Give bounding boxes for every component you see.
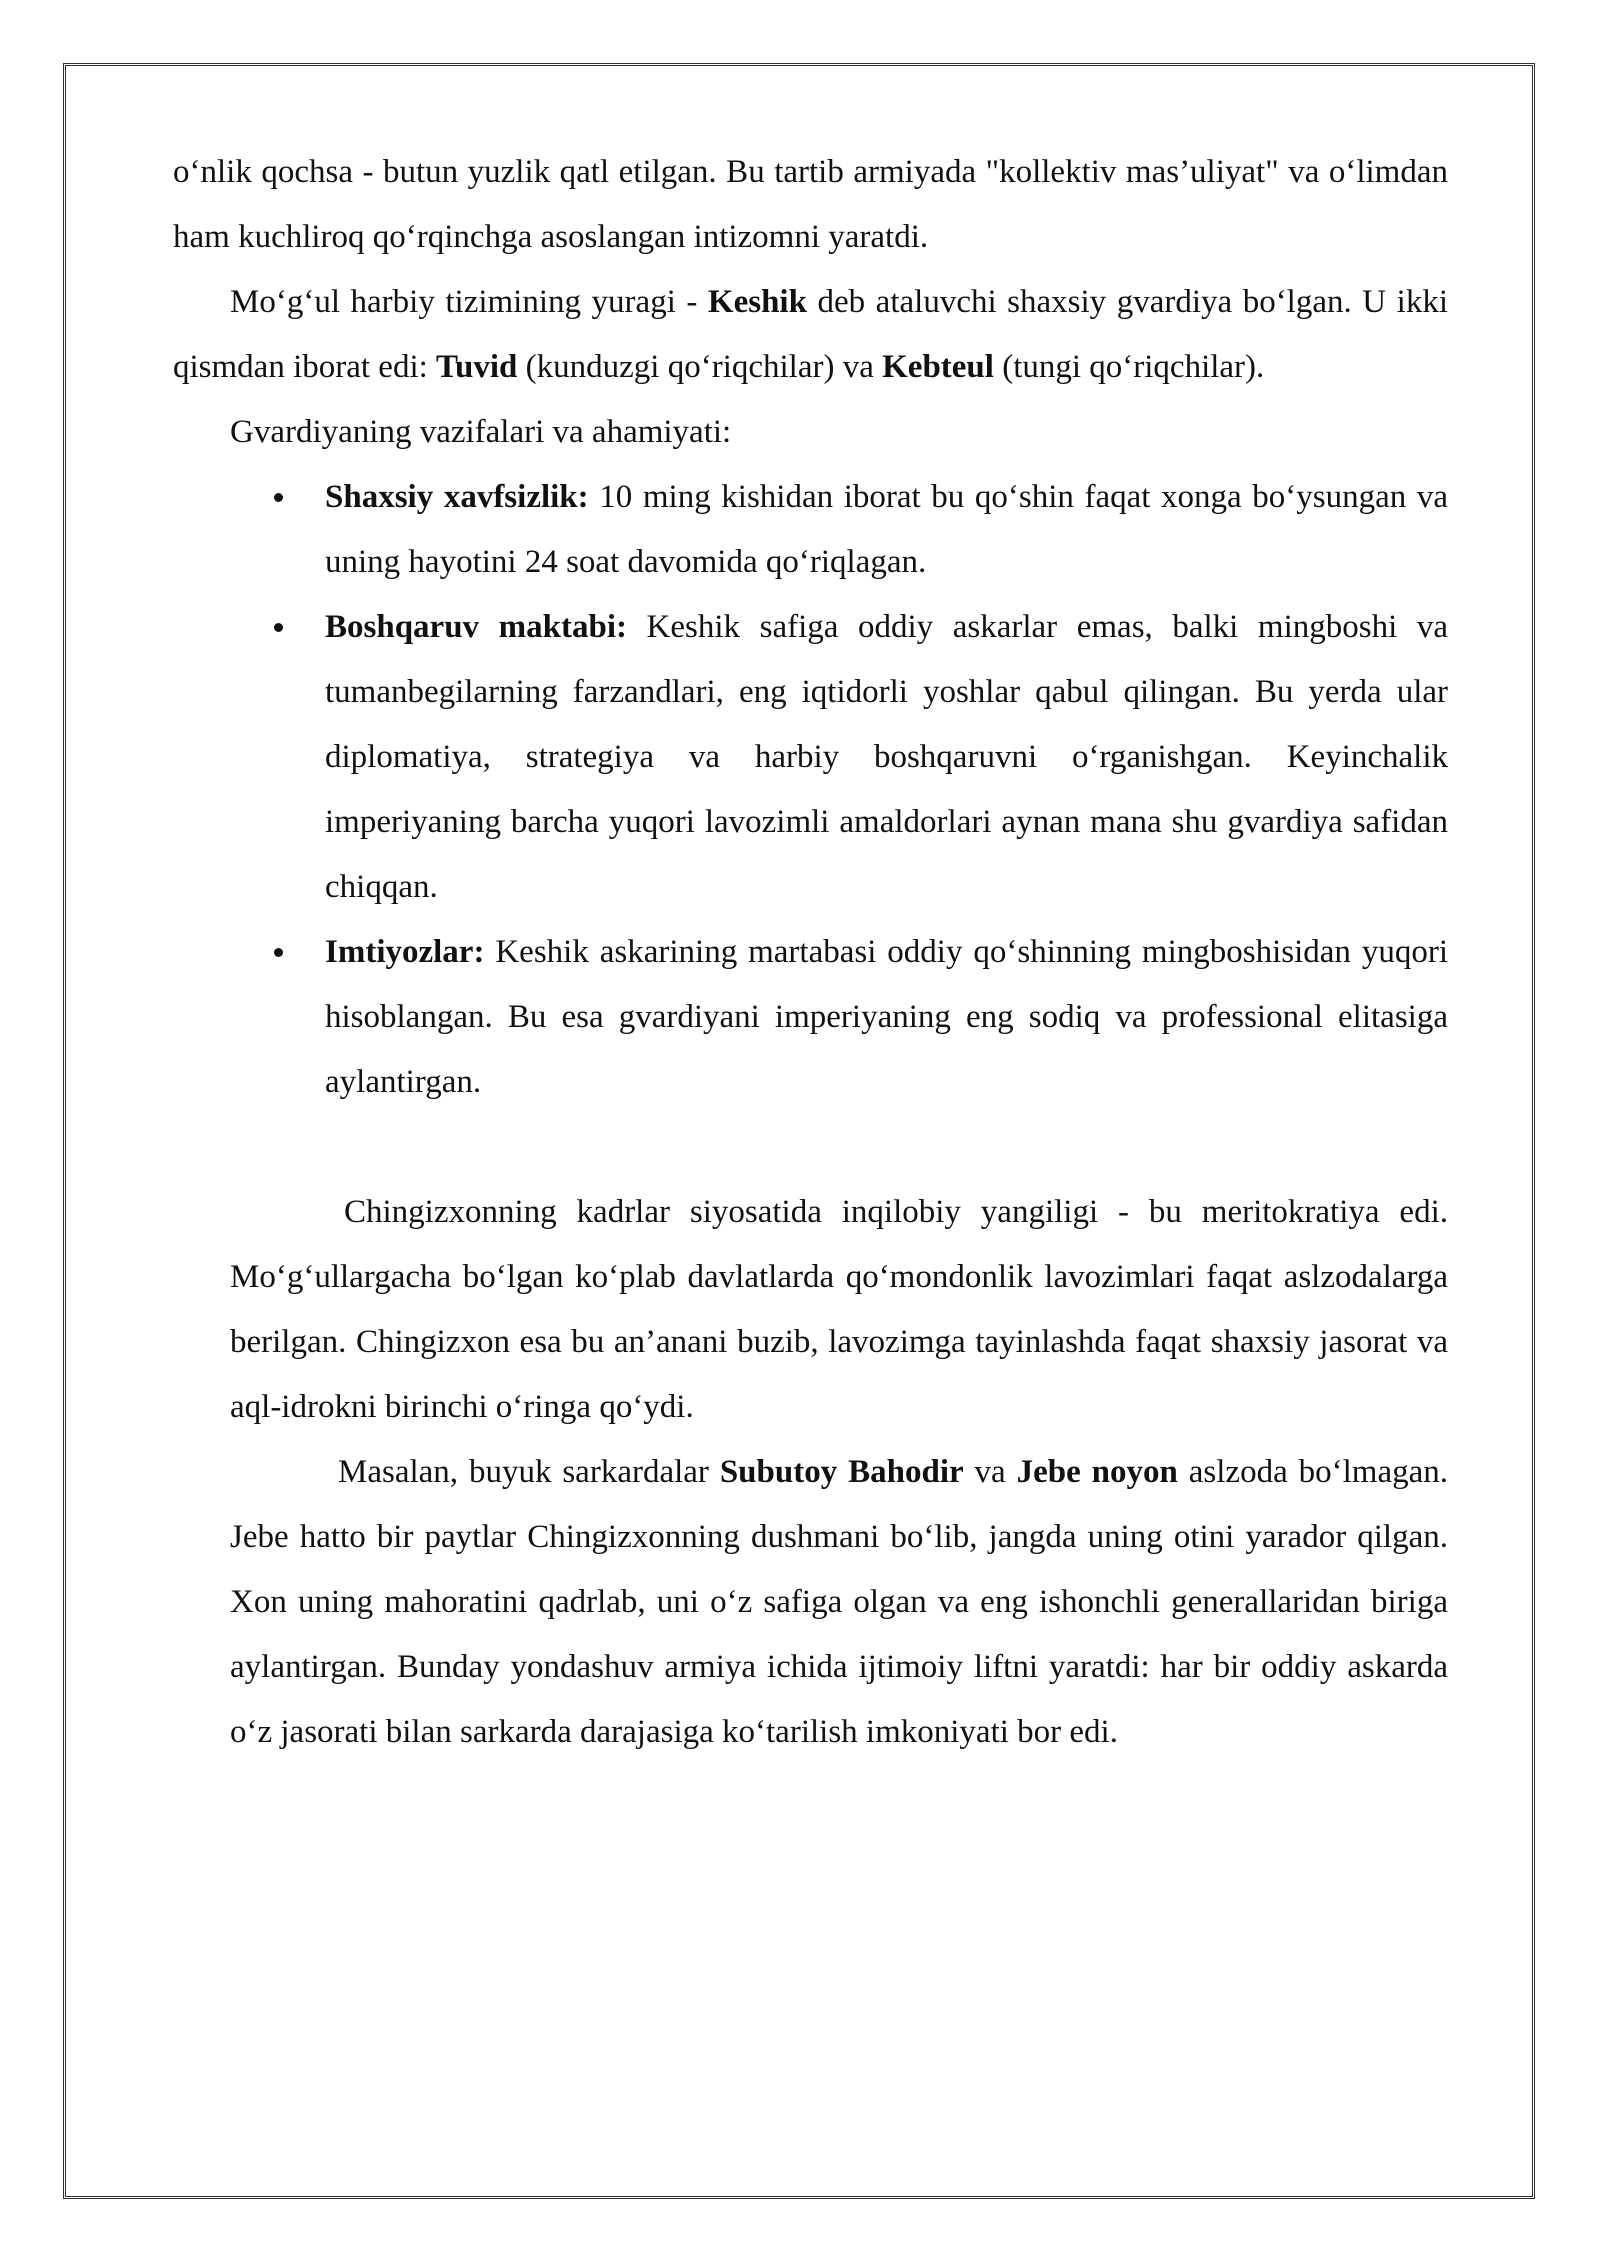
paragraph-1: o‘nlik qochsa - butun yuzlik qatl etilgan. Bu tartib armiyada "kollektiv mas’uliyat" va o‘limdan ham kuchliroq qo‘rqinchga asoslangan intizomni yaratdi. — [173, 154, 1448, 255]
paragraph-2-text-d: (kunduzgi qo‘riqchilar) va — [517, 349, 883, 385]
list-item-title: Boshqaruv maktabi: — [325, 609, 627, 645]
paragraph-2 — [173, 270, 1448, 400]
paragraph-3: Gvardiyaning vazifalari va ahamiyati: — [230, 414, 732, 450]
section-2 — [173, 1180, 1448, 1765]
list-item — [325, 465, 1448, 595]
name-jebe: Jebe noyon — [1016, 1454, 1178, 1490]
document-body — [173, 140, 1448, 1765]
list-item-title: Imtiyozlar: — [325, 934, 485, 970]
paragraph-2-text-c: deb ataluvchi shaxsiy gvardiya bo‘lgan. U ikki qismdan iborat edi: — [173, 284, 1448, 385]
paragraph-5-text-c: va — [963, 1454, 1017, 1490]
list-item — [325, 920, 1448, 1115]
term-kebteul: Kebteul — [882, 349, 994, 385]
paragraph-5-text-d: aslzoda bo‘lmagan. Jebe hatto bir paytlar Chingizxonning dushmani bo‘lib, jangda uning otini yarador qilgan. Xon uning mahoratini qadrlab, uni o‘z safiga olgan va eng ishonchli generallaridan biriga aylantirgan. Bunday yondashuv armiya ichida ijtimoiy liftni yaratdi: har bir oddiy askarda o‘z jasorati bilan sarkarda darajasiga ko‘tarilish imkoniyati bor edi. — [230, 1454, 1448, 1750]
list-item-text: Keshik safiga oddiy askarlar emas, balki mingboshi va tumanbegilarning farzandlari, eng iqtidorli yoshlar qabul qilingan. Bu yerda ular diplomatiya, strategiya va harbiy boshqaruvni o‘rganishgan. Keyinchalik imperiyaning barcha yuqori lavozimli amaldorlari aynan mana shu gvardiya safidan chiqqan. — [325, 609, 1448, 905]
term-tuvid: Tuvid — [436, 349, 518, 385]
term-keshik: Keshik — [707, 284, 807, 320]
list-item-title: Shaxsiy xavfsizlik: — [325, 479, 589, 515]
paragraph-5 — [230, 1440, 1448, 1765]
list-item-text: 10 ming kishidan iborat bu qo‘shin faqat xonga bo‘ysungan va uning hayotini 24 soat davomida qo‘riqlagan. — [325, 479, 1448, 580]
paragraph-2-text-a: Mo‘g‘ul harbiy tizimining yuragi - — [230, 284, 708, 320]
bullet-list — [173, 465, 1448, 1115]
paragraph-4: Chingizxonning kadrlar siyosatida inqilobiy yangiligi - bu meritokratiya edi. Mo‘g‘ullargacha bo‘lgan ko‘plab davlatlarda qo‘mondonlik lavozimlari faqat aslzodalarga berilgan. Chingizxon esa bu an’anani buzib, lavozimga tayinlashda faqat shaxsiy jasorat va aql-idrokni birinchi o‘ringa qo‘ydi. — [230, 1194, 1448, 1425]
paragraph-2-text-e: (tungi qo‘riqchilar). — [993, 349, 1265, 385]
bullet-icon — [274, 948, 283, 957]
list-item-text: Keshik askarining martabasi oddiy qo‘shinning mingboshisidan yuqori hisoblangan. Bu esa gvardiyani imperiyaning eng sodiq va professional elitasiga aylantirgan. — [325, 934, 1448, 1100]
paragraph-5-text-a: Masalan, buyuk sarkardalar — [338, 1454, 720, 1490]
name-subutoy: Subutoy Bahodir — [719, 1454, 964, 1490]
bullet-icon — [274, 623, 283, 632]
list-item — [325, 595, 1448, 920]
bullet-icon — [274, 493, 283, 502]
